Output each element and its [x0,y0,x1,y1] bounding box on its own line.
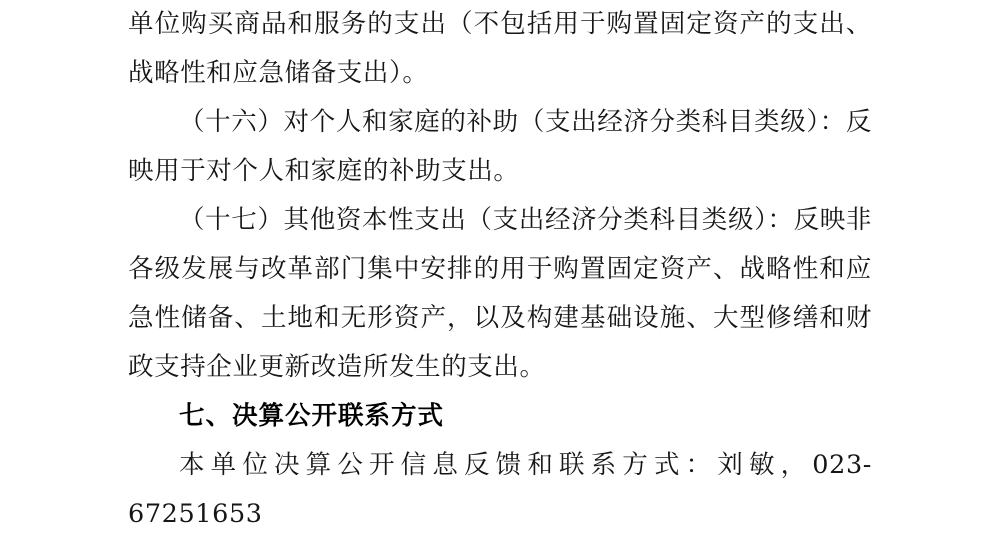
paragraph-spending-definition: 单位购买商品和服务的支出（不包括用于购置固定资产的支出、战略性和应急储备支出）。 [128,9,872,88]
section-heading-contact: 七、决算公开联系方式 [179,401,445,431]
document-body [128,0,872,539]
paragraph-contact-info: 本单位决算公开信息反馈和联系方式：刘敏，023-67251653 [128,450,872,529]
paragraph-item-16: （十六）对个人和家庭的补助（支出经济分类科目类级）：反映用于对个人和家庭的补助支出。 [128,107,872,186]
paragraph-item-17: （十七）其他资本性支出（支出经济分类科目类级）：反映非各级发展与改革部门集中安排的用于购置固定资产、战略性和应急性储备、土地和无形资产，以及构建基础设施、大型修缮和财政支持企业更新改造所发生的支出。 [128,205,872,382]
